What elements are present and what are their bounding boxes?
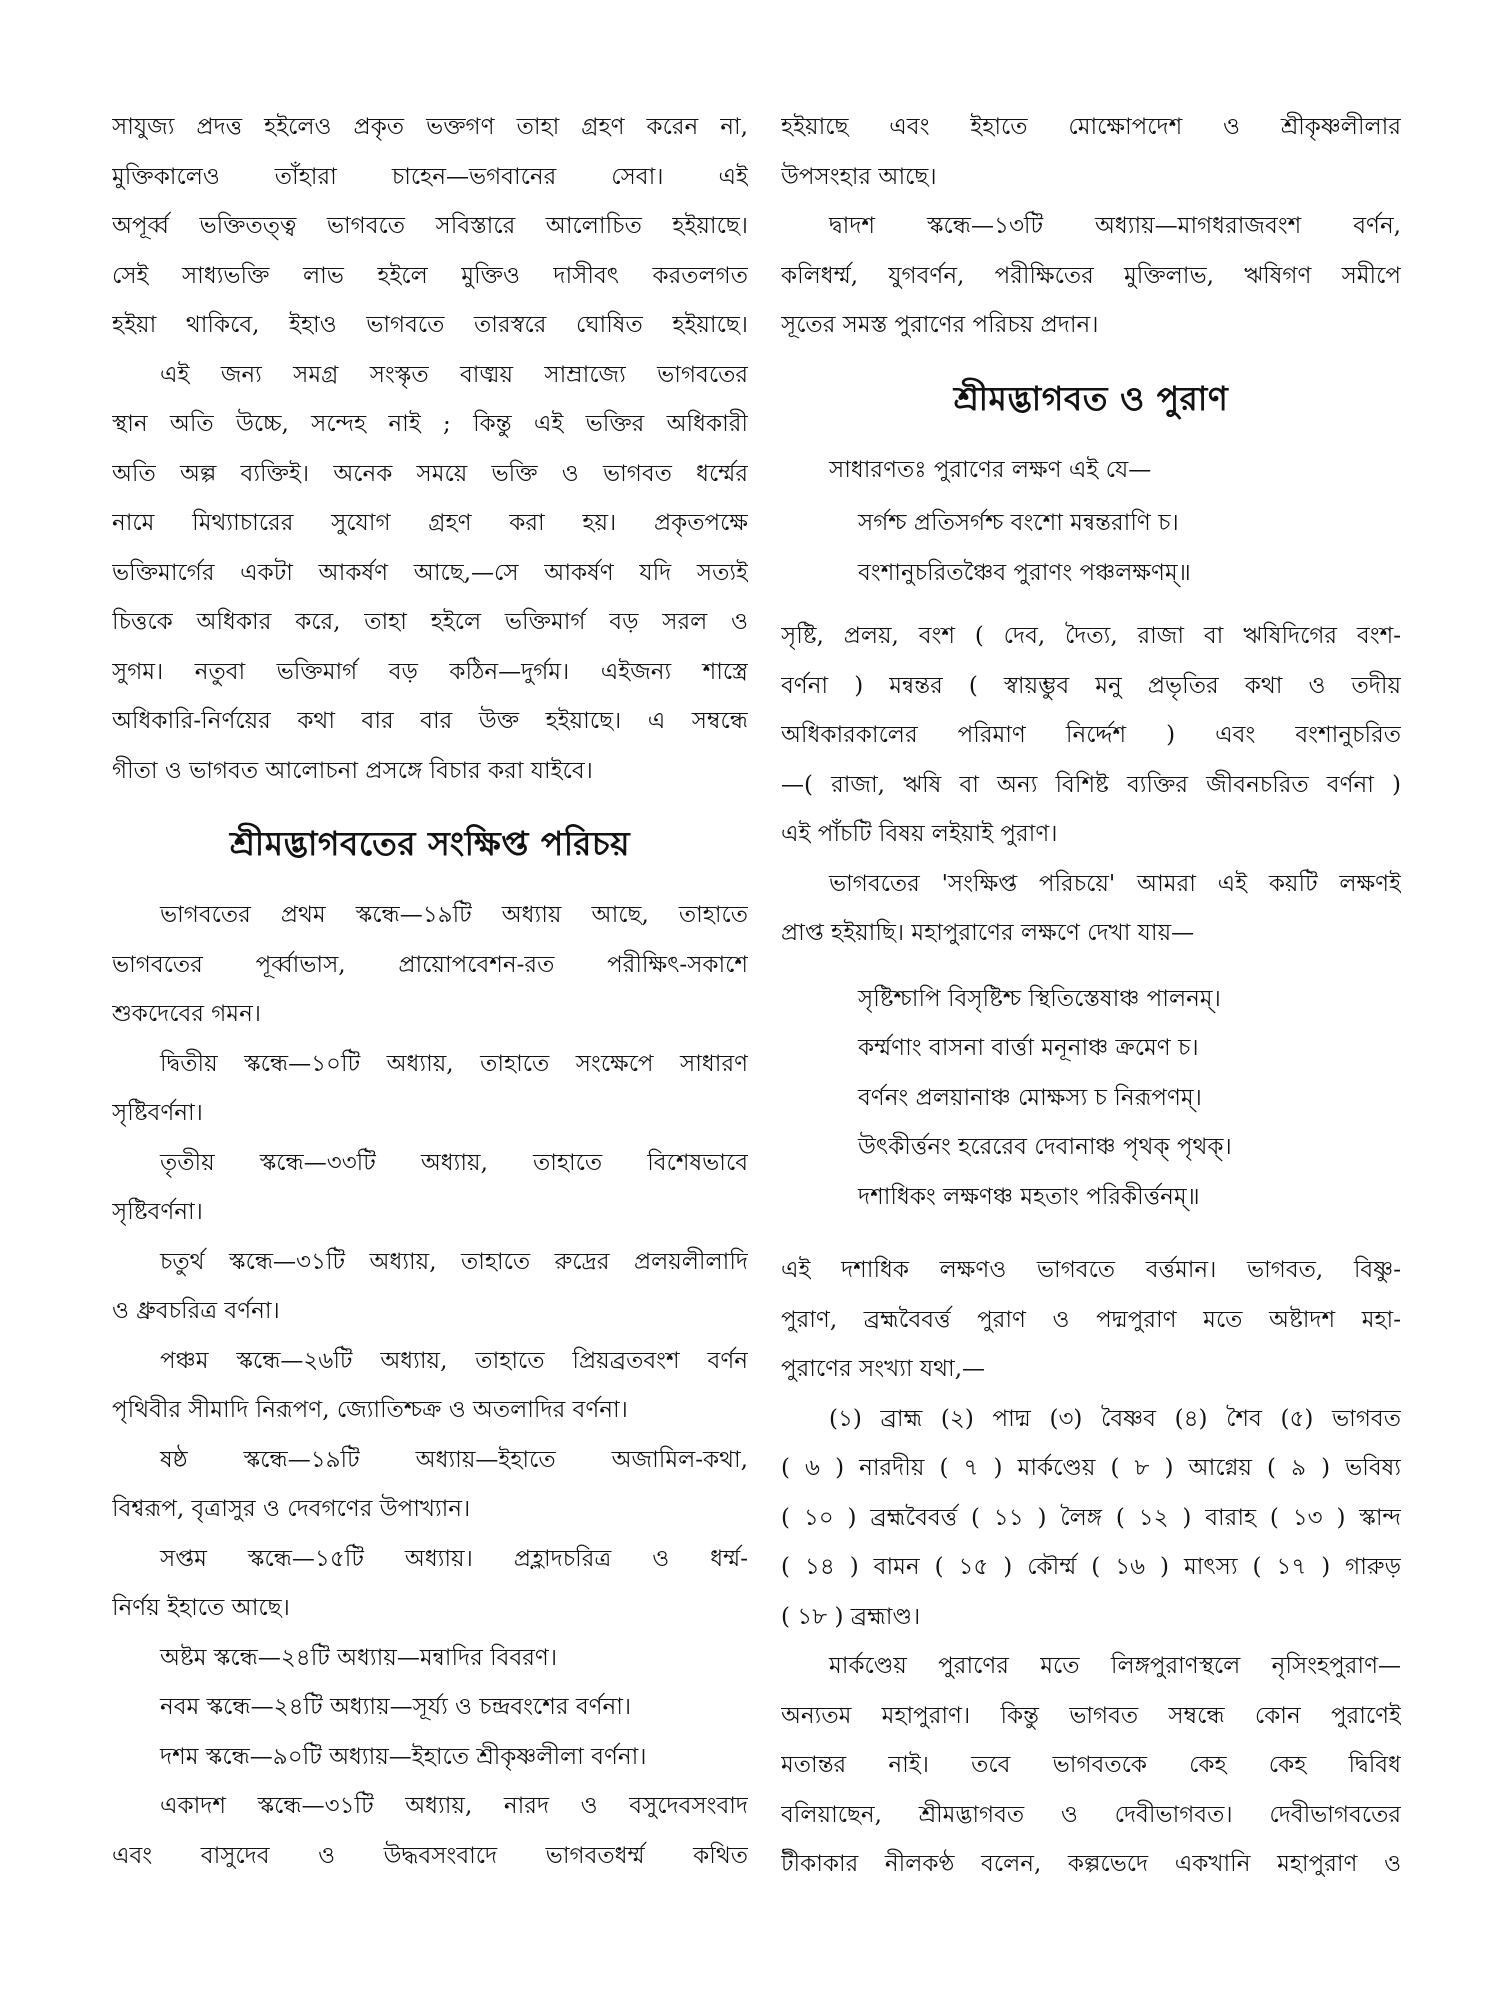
text-line: একাদশ স্কন্ধে—৩১টি অধ্যায়, নারদ ও বসুদেবসংবাদ <box>160 1793 748 1819</box>
paragraph <box>112 351 748 797</box>
skandha-paragraph <box>112 1733 748 1783</box>
section-heading: শ্রীমদ্ভাগবত ও পুরাণ <box>953 378 1229 418</box>
text-line: এই দশাধিক লক্ষণও ভাগবতে বর্ত্তমান। ভাগবত, বিষ্ণু- <box>781 1257 1401 1283</box>
sanskrit-verse <box>781 499 1401 598</box>
text-line: ভক্তিমার্গের একটা আকর্ষণ আছে,—সে আকর্ষণ যদি সত্যই <box>112 559 748 586</box>
text-line: স্থান অতি উচ্চে, সন্দেহ নাই ; কিন্তু এই ভক্তির অধিকারী <box>112 411 748 437</box>
skandha-paragraph <box>112 1782 748 1881</box>
text-line: প্রাপ্ত হইয়াছি। মহাপুরাণের লক্ষণে দেখা যায়— <box>781 920 1195 946</box>
text-line: ভাগবতের প্রথম স্কন্ধে—১৯টি অধ্যায় আছে, তাহাতে <box>160 902 748 928</box>
text-line: এই পাঁচটি বিষয় লইয়াই পুরাণ। <box>781 821 1058 847</box>
skandha-paragraph <box>112 891 748 1040</box>
text-line: সপ্তম স্কন্ধে—১৫টি অধ্যায়। প্রহ্লাদচরিত্র ও ধর্ম্ম- <box>160 1545 748 1572</box>
right-column <box>781 103 1401 1890</box>
text-line: সৃষ্টিবর্ণনা। <box>112 1199 203 1225</box>
list-line: ( ১৪ ) বামন ( ১৫ ) কৌর্ম্ম ( ১৬ ) মাৎস্য ( ১৭ ) গারুড় <box>781 1554 1401 1580</box>
list-line: ( ১৮ ) ব্রহ্মাণ্ড। <box>781 1603 921 1630</box>
text-line: বিশ্বরূপ, বৃত্রাসুর ও দেবগণের উপাখ্যান। <box>112 1496 471 1522</box>
skandha-paragraph <box>112 1139 748 1238</box>
text-line: —( রাজা, ঋষি বা অন্য বিশিষ্ট ব্যক্তির জীবনচরিত বর্ণনা ) <box>781 771 1401 798</box>
text-line: গীতা ও ভাগবত আলোচনা প্রসঙ্গে বিচার করা যাইবে। <box>112 757 593 784</box>
text-line: সৃষ্টি, প্রলয়, বংশ ( দেব, দৈত্য, রাজা বা ঋষিদিগের বংশ- <box>781 623 1401 649</box>
text-line: নামে মিথ্যাচারের সুযোগ গ্রহণ করা হয়। প্রকৃতপক্ষে <box>112 510 748 536</box>
text-line: পুরাণ, ব্রহ্মবৈবর্ত্ত পুরাণ ও পদ্মপুরাণ মতে অষ্টাদশ মহা- <box>781 1306 1401 1333</box>
text-line: সুগম। নতুবা ভক্তিমার্গ বড় কঠিন—দুর্গম। এইজন্য শাস্ত্রে <box>112 658 748 685</box>
text-line: হইয়া থাকিবে, ইহাও ভাগবতে তারস্বরে ঘোষিত হইয়াছে। <box>112 312 748 338</box>
text-line: ষষ্ঠ স্কন্ধে—১৯টি অধ্যায়—ইহাতে অজামিল-কথা, <box>160 1446 748 1473</box>
text-line: সাধারণতঃ পুরাণের লক্ষণ এই যে— <box>829 456 1152 483</box>
paragraph <box>781 612 1401 860</box>
text-line: সৃষ্টিবর্ণনা। <box>112 1100 203 1126</box>
skandha-paragraph <box>112 1634 748 1684</box>
skandha-paragraph <box>781 202 1401 351</box>
text-line: শুকদেবের গমন। <box>112 1001 262 1027</box>
left-column <box>112 103 748 1881</box>
list-line: (১) ব্রাহ্ম (২) পাদ্ম (৩) বৈষ্ণব (৪) শৈব (৫) ভাগবত <box>829 1405 1401 1432</box>
verse-line: দশাধিকং লক্ষণঞ্চ মহতাং পরিকীর্ত্তনম্॥ <box>858 1183 1200 1210</box>
text-line: মার্কণ্ডেয় পুরাণের মতে লিঙ্গপুরাণস্থলে নৃসিংহপুরাণ— <box>829 1653 1401 1679</box>
text-line: সাযুজ্য প্রদত্ত হইলেও প্রকৃত ভক্তগণ তাহা গ্রহণ করেন না, <box>112 114 748 140</box>
paragraph <box>781 1642 1401 1890</box>
text-line: হইয়াছে এবং ইহাতে মোক্ষোপদেশ ও শ্রীকৃষ্ণলীলার <box>781 114 1401 140</box>
text-line: চিত্তকে অধিকার করে, তাহা হইলে ভক্তিমার্গ বড় সরল ও <box>112 609 748 635</box>
skandha-paragraph <box>112 1238 748 1337</box>
text-line: মুক্তিকালেও তাঁহারা চাহেন—ভগবানের সেবা। এই <box>112 163 748 190</box>
list-line: ( ৬ ) নারদীয় ( ৭ ) মার্কণ্ডেয় ( ৮ ) আগ্নেয় ( ৯ ) ভবিষ্য <box>781 1455 1401 1481</box>
skandha-paragraph <box>112 1337 748 1436</box>
text-line: কলিধর্ম্ম, যুগবর্ণন, পরীক্ষিতের মুক্তিলাভ, ঋষিগণ সমীপে <box>781 262 1401 289</box>
text-line: ভাগবতের 'সংক্ষিপ্ত পরিচয়ে' আমরা এই কয়টি লক্ষণই <box>829 870 1401 897</box>
text-line: দশম স্কন্ধে—৯০টি অধ্যায়—ইহাতে শ্রীকৃষ্ণলীলা বর্ণনা। <box>160 1743 647 1770</box>
text-line: পুরাণের সংখ্যা যথা,— <box>781 1356 986 1382</box>
paragraph <box>781 1246 1401 1395</box>
text-line: মতান্তর নাই। তবে ভাগবতকে কেহ কেহ দ্বিবিধ <box>781 1752 1401 1778</box>
sanskrit-verse <box>781 975 1401 1223</box>
list-line: ( ১০ ) ব্রহ্মবৈবর্ত্ত ( ১১ ) লৈঙ্গ ( ১২ ) বারাহ ( ১৩ ) স্কান্দ <box>781 1504 1401 1531</box>
verse-line: উৎকীর্ত্তনং হরেরেব দেবানাঞ্চ পৃথক্ পৃথক্। <box>858 1134 1232 1160</box>
text-line: দ্বাদশ স্কন্ধে—১৩টি অধ্যায়—মাগধরাজবংশ বর্ণন, <box>829 213 1401 239</box>
text-line: নবম স্কন্ধে—২৪টি অধ্যায়—সূর্য্য ও চন্দ্রবংশের বর্ণনা। <box>160 1694 632 1720</box>
text-line: অধিকারকালের পরিমাণ নির্দ্দেশ ) এবং বংশানুচরিত <box>781 722 1401 748</box>
text-line: নির্ণয় ইহাতে আছে। <box>112 1595 290 1621</box>
text-line: পৃথিবীর সীমাদি নিরূপণ, জ্যোতিশ্চক্র ও অতলাদির বর্ণনা। <box>112 1397 628 1423</box>
text-line: পঞ্চম স্কন্ধে—২৬টি অধ্যায়, তাহাতে প্রিয়ব্রতবংশ বর্ণন <box>160 1347 748 1374</box>
text-line: সেই সাধ্যভক্তি লাভ হইলে মুক্তিও দাসীবৎ করতলগত <box>112 262 748 289</box>
text-line: এই জন্য সমগ্র সংস্কৃত বাঙ্ময় সাম্রাজ্যে ভাগবতের <box>160 361 748 388</box>
verse-line: বংশানুচরিতঞ্চৈব পুরাণং পঞ্চলক্ষণম্॥ <box>858 559 1191 586</box>
verse-line: সৃষ্টিশ্চাপি বিসৃষ্টিশ্চ স্থিতিস্তেষাঞ্চ পালনম্। <box>858 985 1221 1012</box>
paragraph <box>781 860 1401 959</box>
paragraph <box>781 103 1401 202</box>
text-line: এবং বাসুদেব ও উদ্ধবসংবাদে ভাগবতধর্ম্ম কথিত <box>112 1842 748 1869</box>
section-heading: শ্রীমদ্ভাগবতের সংক্ষিপ্ত পরিচয় <box>229 824 631 863</box>
text-line: ও ধ্রুবচরিত্র বর্ণনা। <box>112 1298 280 1324</box>
text-line: বর্ণনা ) মন্বন্তর ( স্বায়ম্ভুব মনু প্রভৃতির কথা ও তদীয় <box>781 672 1401 699</box>
skandha-paragraph <box>112 1535 748 1634</box>
text-line: উপসংহার আছে। <box>781 163 937 190</box>
text-line: অধিকারি-নির্ণয়ের কথা বার বার উক্ত হইয়াছে। এ সম্বন্ধে <box>112 708 748 734</box>
text-line: বলিয়াছেন, শ্রীমদ্ভাগবত ও দেবীভাগবত। দেবীভাগবতের <box>781 1801 1401 1828</box>
text-line: চতুর্থ স্কন্ধে—৩১টি অধ্যায়, তাহাতে রুদ্রের প্রলয়লীলাদি <box>160 1248 748 1275</box>
text-line: দ্বিতীয় স্কন্ধে—১০টি অধ্যায়, তাহাতে সংক্ষেপে সাধারণ <box>160 1050 748 1077</box>
purana-list <box>781 1395 1401 1643</box>
verse-line: কর্ম্মণাং বাসনা বার্ত্তা মনূনাঞ্চ ক্রমেণ চ। <box>858 1035 1199 1061</box>
skandha-paragraph <box>112 1436 748 1535</box>
text-line: তৃতীয় স্কন্ধে—৩৩টি অধ্যায়, তাহাতে বিশেষভাবে <box>160 1149 748 1176</box>
verse-line: বর্ণনং প্রলয়ানাঞ্চ মোক্ষস্য চ নিরূপণম্। <box>858 1084 1202 1111</box>
skandha-paragraph <box>112 1040 748 1139</box>
text-line: ভাগবতের পূর্ব্বাভাস, প্রায়োপবেশন-রত পরীক্ষিৎ-সকাশে <box>112 951 748 978</box>
text-line: অপূর্ব্ব ভক্তিতত্ত্ব ভাগবতে সবিস্তারে আলোচিত হইয়াছে। <box>112 213 748 239</box>
text-line: সূতের সমস্ত পুরাণের পরিচয় প্রদান। <box>781 312 1099 338</box>
text-line: অন্যতম মহাপুরাণ। কিন্তু ভাগবত সম্বন্ধে কোন পুরাণেই <box>781 1702 1401 1729</box>
verse-line: সর্গশ্চ প্রতিসর্গশ্চ বংশো মন্বন্তরাণি চ। <box>858 510 1179 536</box>
text-line: অতি অল্প ব্যক্তিই। অনেক সময়ে ভক্তি ও ভাগবত ধর্ম্মের <box>112 460 748 487</box>
skandha-paragraph <box>112 1683 748 1733</box>
text-line: টীকাকার নীলকণ্ঠ বলেন, কল্পভেদে একখানি মহাপুরাণ ও <box>781 1851 1401 1877</box>
paragraph <box>112 103 748 351</box>
text-line: অষ্টম স্কন্ধে—২৪টি অধ্যায়—মন্বাদির বিবরণ। <box>160 1644 558 1671</box>
